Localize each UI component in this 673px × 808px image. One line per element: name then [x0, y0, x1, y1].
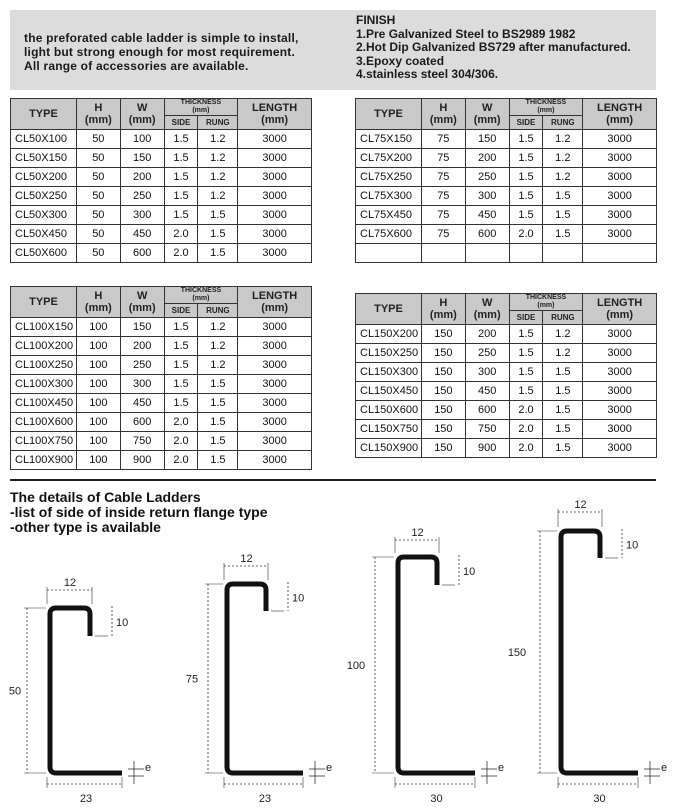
cell-length: 3000 [238, 149, 312, 168]
cell-type: CL150X200 [356, 325, 422, 344]
unit-label: (mm) [537, 302, 555, 309]
cell-length: 3000 [583, 420, 657, 439]
cell-length: 3000 [238, 394, 312, 413]
cell-side: 2.0 [164, 451, 198, 470]
width-label: 23 [258, 793, 272, 805]
cell-h: 150 [421, 325, 465, 344]
cell-h: 100 [76, 318, 120, 337]
w-label: W [481, 297, 493, 309]
cell-type: CL50X150 [11, 149, 77, 168]
intro-line: the preforated cable ladder is simple to install, [24, 31, 299, 45]
cell-length: 3000 [238, 451, 312, 470]
cell-rung: 1.2 [543, 168, 583, 187]
cell-length: 3000 [238, 337, 312, 356]
cell-h: 150 [421, 382, 465, 401]
cell-rung: 1.2 [543, 130, 583, 149]
width-label: 30 [430, 793, 443, 805]
cell-type: CL75X200 [356, 149, 422, 168]
cell-length: 3000 [238, 413, 312, 432]
cell-side: 1.5 [164, 187, 198, 206]
cell-rung: 1.5 [198, 432, 238, 451]
profile-shape [398, 557, 475, 773]
profile-shape [227, 584, 303, 773]
cell-rung: 1.5 [198, 225, 238, 244]
flange-label: 12 [240, 553, 253, 565]
cell-type: CL100X200 [11, 337, 77, 356]
cell-side: 1.5 [509, 187, 543, 206]
cell-type: CL100X250 [11, 356, 77, 375]
cell-rung: 1.5 [198, 206, 238, 225]
intro-line: light but strong enough for most requirement. [24, 45, 295, 59]
type-label: TYPE [374, 303, 403, 315]
cell-w: 600 [465, 225, 509, 244]
cell-type: CL150X900 [356, 439, 422, 458]
cell-h: 50 [76, 187, 120, 206]
cell-w: 250 [120, 187, 164, 206]
cell-type: CL100X150 [11, 318, 77, 337]
cell-h: 100 [76, 375, 120, 394]
cell-type: CL150X250 [356, 344, 422, 363]
thickness-label: e [498, 762, 505, 774]
finish-item: 3.Epoxy coated [356, 53, 445, 68]
height-label: 50 [8, 685, 22, 698]
unit-label: (mm) [128, 302, 156, 314]
rung-label: RUNG [551, 313, 575, 322]
cell-h: 50 [76, 149, 120, 168]
cell-h: 50 [76, 244, 120, 263]
cell-w: 300 [120, 206, 164, 225]
unit-label: (mm) [261, 114, 289, 126]
cell-type: CL100X300 [11, 375, 77, 394]
type-label: TYPE [374, 108, 403, 120]
cell-type: CL75X450 [356, 206, 422, 225]
cell-w: 450 [465, 382, 509, 401]
cell-side: 2.0 [509, 401, 543, 420]
cell-side: 1.5 [164, 318, 198, 337]
thickness-label: THICKNESS [525, 294, 567, 301]
unit-label: (mm) [84, 114, 112, 126]
cell-side: 2.0 [509, 420, 543, 439]
cell-side: 1.5 [509, 382, 543, 401]
cell-h: 100 [76, 356, 120, 375]
cell-w: 300 [120, 375, 164, 394]
cell-type: CL150X450 [356, 382, 422, 401]
unit-label: (mm) [537, 107, 555, 114]
cell-type: CL50X100 [11, 130, 77, 149]
cell-rung: 1.5 [198, 413, 238, 432]
length-label: LENGTH [252, 290, 298, 302]
cell-rung: 1.5 [543, 225, 583, 244]
cell-length: 3000 [238, 356, 312, 375]
cell-type: CL100X450 [11, 394, 77, 413]
cell-h: 150 [421, 439, 465, 458]
cell-rung: 1.5 [543, 439, 583, 458]
cell-rung: 1.5 [198, 244, 238, 263]
cell-h: 75 [421, 130, 465, 149]
thickness-label: THICKNESS [525, 99, 567, 106]
cell-h: 50 [76, 225, 120, 244]
cell-rung: 1.2 [198, 130, 238, 149]
thickness-label: e [145, 762, 152, 774]
flange-label: 12 [574, 499, 587, 511]
width-label: 30 [593, 793, 606, 805]
cell-w: 150 [465, 130, 509, 149]
height-label: 150 [507, 647, 527, 659]
cell-side: 1.5 [164, 149, 198, 168]
cell-w: 600 [120, 244, 164, 263]
cell-length: 3000 [583, 168, 657, 187]
flange-label: 12 [411, 527, 424, 539]
cell-h: 150 [421, 420, 465, 439]
unit-label: (mm) [128, 114, 156, 126]
cell-h: 150 [421, 401, 465, 420]
cell-rung: 1.5 [198, 451, 238, 470]
cell-h: 100 [76, 394, 120, 413]
side-label: SIDE [516, 118, 536, 127]
rung-label: RUNG [206, 118, 230, 127]
cell-h: 150 [421, 344, 465, 363]
cell-h: 100 [76, 337, 120, 356]
cell-type: CL75X600 [356, 225, 422, 244]
cell-length: 3000 [583, 149, 657, 168]
cell-side: 1.5 [509, 325, 543, 344]
cell-h: 75 [421, 168, 465, 187]
cell-rung: 1.2 [543, 149, 583, 168]
cell-side: 1.5 [509, 149, 543, 168]
thickness-label: THICKNESS [180, 287, 222, 294]
cell-length: 3000 [583, 363, 657, 382]
cell-side: 1.5 [509, 130, 543, 149]
height-label: 75 [185, 673, 199, 686]
cell-type: CL50X300 [11, 206, 77, 225]
cell-w: 300 [465, 363, 509, 382]
cell-type: CL100X750 [11, 432, 77, 451]
finish-item: 4.stainless steel 304/306. [356, 67, 499, 82]
cell-length: 3000 [238, 206, 312, 225]
cell-type: CL75X250 [356, 168, 422, 187]
lip-label: 10 [292, 592, 305, 605]
type-label: TYPE [29, 108, 58, 120]
w-label: W [136, 290, 148, 302]
length-label: LENGTH [597, 297, 643, 309]
unit-label: (mm) [192, 295, 210, 302]
h-label: H [439, 297, 448, 309]
length-label: LENGTH [597, 102, 643, 114]
cell-h: 75 [421, 206, 465, 225]
cell-w: 750 [120, 432, 164, 451]
cell-rung: 1.2 [543, 325, 583, 344]
length-label: LENGTH [252, 102, 298, 114]
cell-h: 75 [421, 149, 465, 168]
h-label: H [94, 102, 103, 114]
side-label: SIDE [171, 118, 191, 127]
thickness-label: THICKNESS [180, 99, 222, 106]
cell-side: 1.5 [164, 206, 198, 225]
cell-type: CL100X600 [11, 413, 77, 432]
lip-label: 10 [116, 617, 129, 629]
cell-w: 750 [465, 420, 509, 439]
finish-title: FINISH [356, 13, 396, 27]
intro-line: All range of accessories are available. [24, 59, 249, 73]
cell-w: 600 [120, 413, 164, 432]
cell-h: 75 [421, 225, 465, 244]
cell-w: 150 [120, 318, 164, 337]
details-line: The details of Cable Ladders [10, 489, 201, 505]
cell-rung: 1.5 [198, 375, 238, 394]
height-label: 100 [346, 660, 366, 672]
cell-rung: 1.5 [543, 206, 583, 225]
cell-h: 50 [76, 206, 120, 225]
cell-length: 3000 [238, 432, 312, 451]
cell-rung: 1.5 [543, 420, 583, 439]
cell-length: 3000 [238, 187, 312, 206]
cell-type: CL150X300 [356, 363, 422, 382]
unit-label: (mm) [429, 309, 457, 321]
thickness-label: e [326, 762, 333, 774]
details-line: -other type is available [10, 519, 161, 535]
cell-w: 200 [465, 149, 509, 168]
cell-w: 600 [465, 401, 509, 420]
cell-length: 3000 [238, 318, 312, 337]
cell-h: 50 [76, 130, 120, 149]
cell-rung: 1.5 [543, 382, 583, 401]
cell-type: CL50X200 [11, 168, 77, 187]
cell-length: 3000 [238, 225, 312, 244]
cell-length: 3000 [583, 382, 657, 401]
cell-w: 450 [120, 225, 164, 244]
unit-label: (mm) [606, 114, 634, 126]
cell-rung: 1.2 [543, 344, 583, 363]
cell-w: 450 [120, 394, 164, 413]
cell-side: 2.0 [509, 225, 543, 244]
cell-length: 3000 [238, 244, 312, 263]
cell-rung: 1.2 [198, 318, 238, 337]
side-label: SIDE [516, 313, 536, 322]
profile-shape [561, 531, 638, 773]
cell-rung: 1.2 [198, 337, 238, 356]
cell-rung: 1.2 [198, 356, 238, 375]
cell-length: 3000 [583, 344, 657, 363]
cell-w: 200 [465, 325, 509, 344]
unit-label: (mm) [473, 309, 501, 321]
cell-h: 100 [76, 413, 120, 432]
cell-h: 100 [76, 451, 120, 470]
lip-label: 10 [626, 539, 639, 552]
cell-side: 1.5 [164, 337, 198, 356]
cell-type: CL50X250 [11, 187, 77, 206]
cell-rung: 1.2 [198, 149, 238, 168]
cell-type: CL150X750 [356, 420, 422, 439]
cell-length: 3000 [583, 225, 657, 244]
cell-length: 3000 [238, 375, 312, 394]
cell-length: 3000 [583, 439, 657, 458]
finish-item: 1.Pre Galvanized Steel to BS2989 1982 [356, 26, 576, 41]
cell-side: 1.5 [164, 168, 198, 187]
cell-type: CL75X150 [356, 130, 422, 149]
cell-w: 150 [120, 149, 164, 168]
cell-w: 100 [120, 130, 164, 149]
unit-label: (mm) [429, 114, 457, 126]
profile-shape [50, 608, 122, 773]
cell-side: 1.5 [509, 168, 543, 187]
cell-side: 1.5 [509, 206, 543, 225]
cell-w: 200 [120, 337, 164, 356]
rung-label: RUNG [551, 118, 575, 127]
width-label: 23 [79, 793, 93, 805]
unit-label: (mm) [261, 302, 289, 314]
cell-side: 2.0 [164, 413, 198, 432]
unit-label: (mm) [606, 309, 634, 321]
cell-length: 3000 [238, 168, 312, 187]
cell-side: 2.0 [164, 244, 198, 263]
cell-side: 1.5 [164, 375, 198, 394]
cell-rung: 1.5 [543, 363, 583, 382]
cell-length: 3000 [583, 401, 657, 420]
cell-type: CL50X600 [11, 244, 77, 263]
unit-label: (mm) [192, 107, 210, 114]
unit-label: (mm) [84, 302, 112, 314]
cell-side: 2.0 [164, 225, 198, 244]
cell-rung: 1.5 [543, 187, 583, 206]
finish-item: 2.Hot Dip Galvanized BS729 after manufactured. [356, 40, 631, 55]
cell-type: CL100X900 [11, 451, 77, 470]
cell-rung: 1.2 [198, 168, 238, 187]
details-line: -list of side of inside return flange type [10, 504, 268, 520]
h-label: H [94, 290, 103, 302]
cell-w: 900 [120, 451, 164, 470]
cell-h: 50 [76, 168, 120, 187]
rung-label: RUNG [206, 306, 230, 315]
cell-length: 3000 [583, 206, 657, 225]
cell-h: 150 [421, 363, 465, 382]
cell-type: CL75X300 [356, 187, 422, 206]
cell-length: 3000 [583, 325, 657, 344]
cell-h: 75 [421, 187, 465, 206]
cell-length: 3000 [238, 130, 312, 149]
cell-type: CL150X600 [356, 401, 422, 420]
cell-w: 450 [465, 206, 509, 225]
cell-side: 2.0 [164, 432, 198, 451]
w-label: W [481, 102, 493, 114]
cell-w: 900 [465, 439, 509, 458]
cell-rung: 1.2 [198, 187, 238, 206]
unit-label: (mm) [473, 114, 501, 126]
cell-side: 1.5 [164, 130, 198, 149]
lip-label: 10 [463, 566, 476, 578]
cell-length: 3000 [583, 187, 657, 206]
h-label: H [439, 102, 448, 114]
side-label: SIDE [171, 306, 191, 315]
cell-side: 1.5 [164, 356, 198, 375]
cell-h: 100 [76, 432, 120, 451]
cell-rung: 1.5 [198, 394, 238, 413]
cell-side: 1.5 [509, 344, 543, 363]
cell-w: 250 [465, 344, 509, 363]
flange-label: 12 [63, 577, 77, 589]
cell-w: 200 [120, 168, 164, 187]
cell-w: 300 [465, 187, 509, 206]
cell-type: CL50X450 [11, 225, 77, 244]
cell-rung: 1.5 [543, 401, 583, 420]
cell-side: 1.5 [164, 394, 198, 413]
type-label: TYPE [29, 296, 58, 308]
cell-w: 250 [120, 356, 164, 375]
cell-side: 2.0 [509, 439, 543, 458]
w-label: W [136, 102, 148, 114]
cell-w: 250 [465, 168, 509, 187]
cell-side: 1.5 [509, 363, 543, 382]
thickness-label: e [661, 762, 668, 774]
cell-length: 3000 [583, 130, 657, 149]
